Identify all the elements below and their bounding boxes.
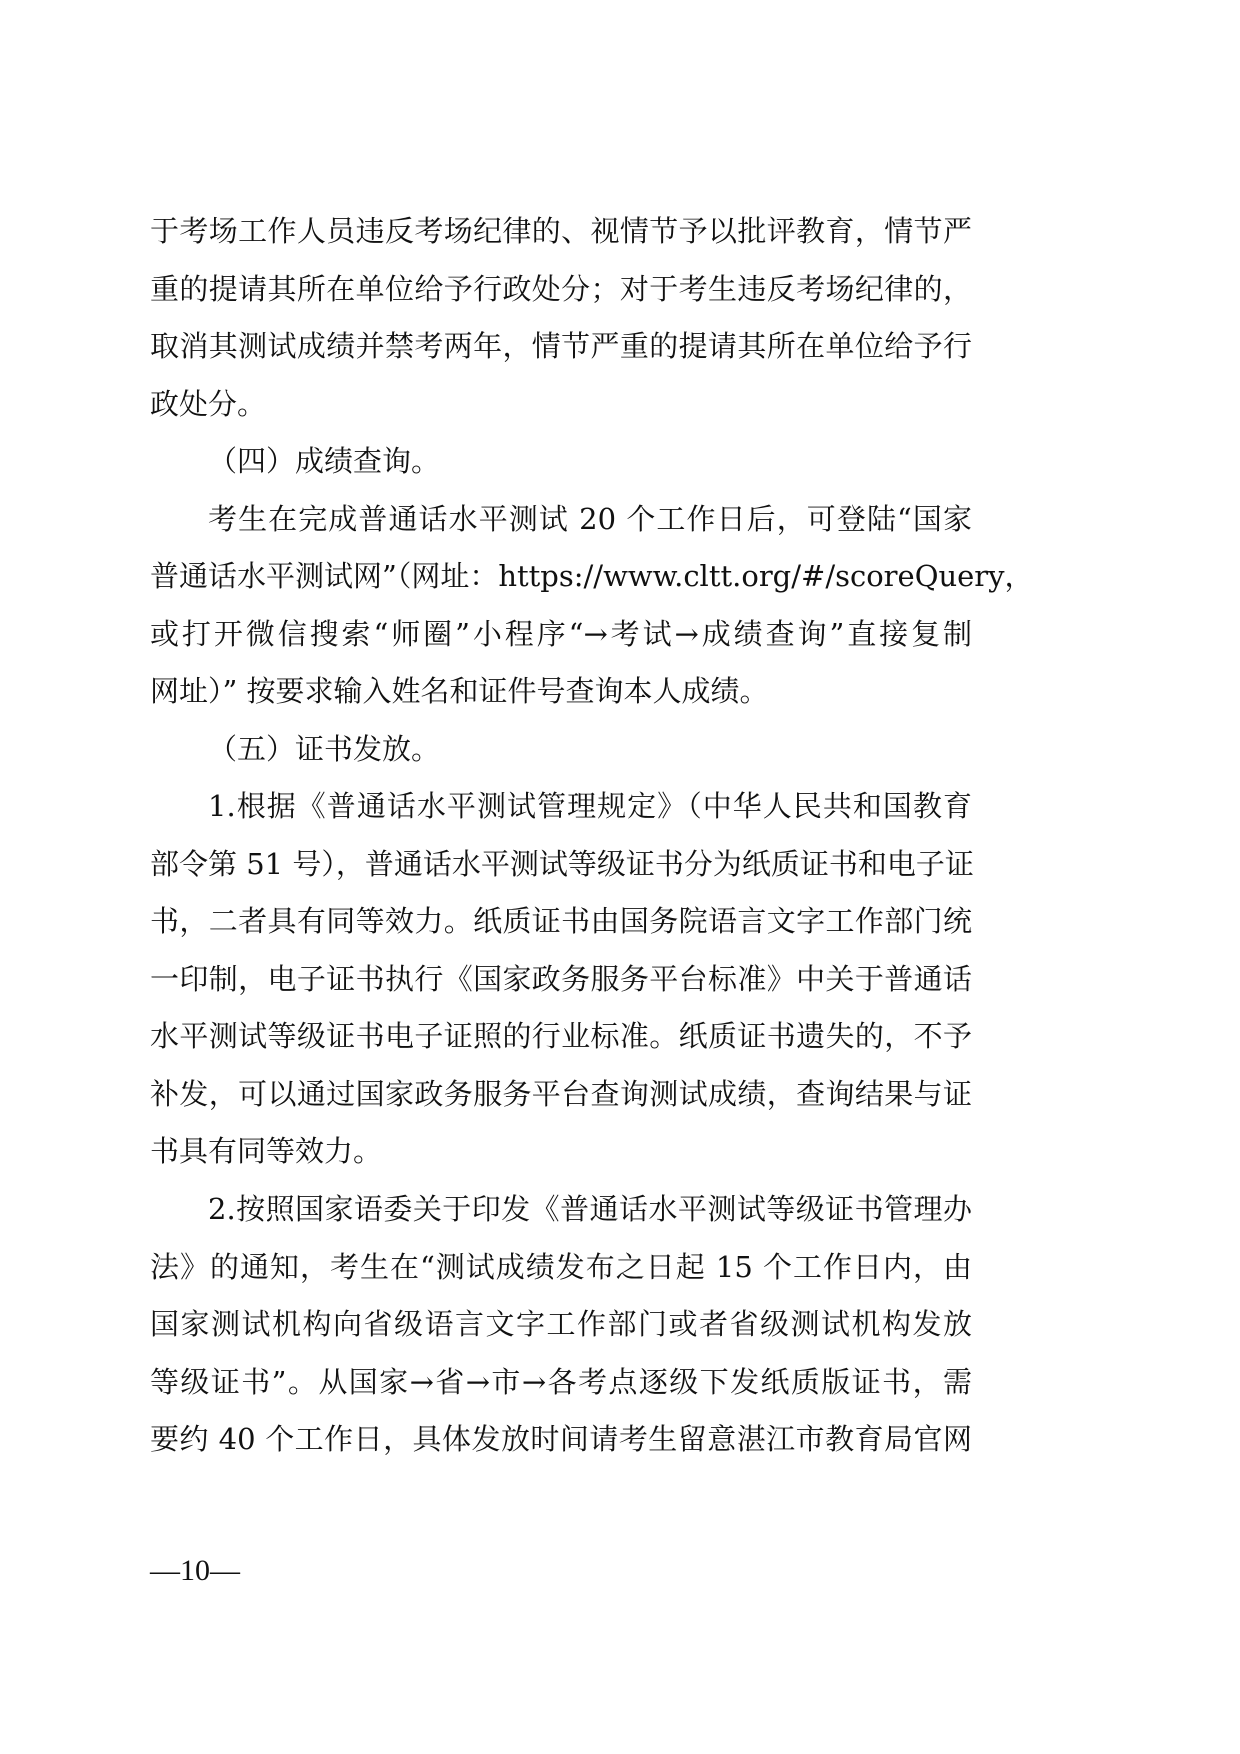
section-heading-score-query: （四）成绩查询。 [208, 444, 441, 478]
paragraph-line: 取消其测试成绩并禁考两年，情节严重的提请其所在单位给予行 [150, 329, 972, 363]
paragraph-line: 水平测试等级证书电子证照的行业标准。纸质证书遗失的，不予 [150, 1019, 972, 1053]
paragraph-line: 政处分。 [150, 387, 267, 421]
paragraph-line: 部令第 51 号），普通话水平测试等级证书分为纸质证书和电子证 [150, 847, 974, 881]
paragraph-line: 考生在完成普通话水平测试 20 个工作日后，可登陆“国家 [208, 502, 972, 536]
paragraph-line: 法》的通知，考生在“测试成绩发布之日起 15 个工作日内，由 [150, 1250, 972, 1284]
paragraph-line: 或打开微信搜索“师圈”小程序“→考试→成绩查询”直接复制 [150, 617, 972, 651]
page-number: —10— [150, 1554, 240, 1587]
paragraph-line: 国家测试机构向省级语言文字工作部门或者省级测试机构发放 [150, 1307, 972, 1341]
paragraph-line: 1.根据《普通话水平测试管理规定》（中华人民共和国教育 [208, 789, 972, 823]
paragraph-line: 书具有同等效力。 [150, 1134, 383, 1168]
paragraph-line: 补发，可以通过国家政务服务平台查询测试成绩，查询结果与证 [150, 1077, 972, 1111]
paragraph-line: 2.按照国家语委关于印发《普通话水平测试等级证书管理办 [208, 1192, 972, 1226]
paragraph-line: 等级证书”。从国家→省→市→各考点逐级下发纸质版证书，需 [150, 1365, 972, 1399]
section-heading-certificate-issuance: （五）证书发放。 [208, 732, 441, 766]
paragraph-line-with-url: 普通话水平测试网”（网址：https://www.cltt.org/#/scoreQuery， [150, 559, 1034, 593]
paragraph-line: 网址）” 按要求输入姓名和证件号查询本人成绩。 [150, 674, 769, 708]
paragraph-line: 书，二者具有同等效力。纸质证书由国务院语言文字工作部门统 [150, 904, 972, 938]
paragraph-line: 于考场工作人员违反考场纪律的、视情节予以批评教育，情节严 [150, 214, 972, 248]
paragraph-line: 一印制，电子证书执行《国家政务服务平台标准》中关于普通话 [150, 962, 972, 996]
paragraph-line: 重的提请其所在单位给予行政处分；对于考生违反考场纪律的， [150, 272, 972, 306]
paragraph-line: 要约 40 个工作日，具体发放时间请考生留意湛江市教育局官网 [150, 1422, 972, 1456]
